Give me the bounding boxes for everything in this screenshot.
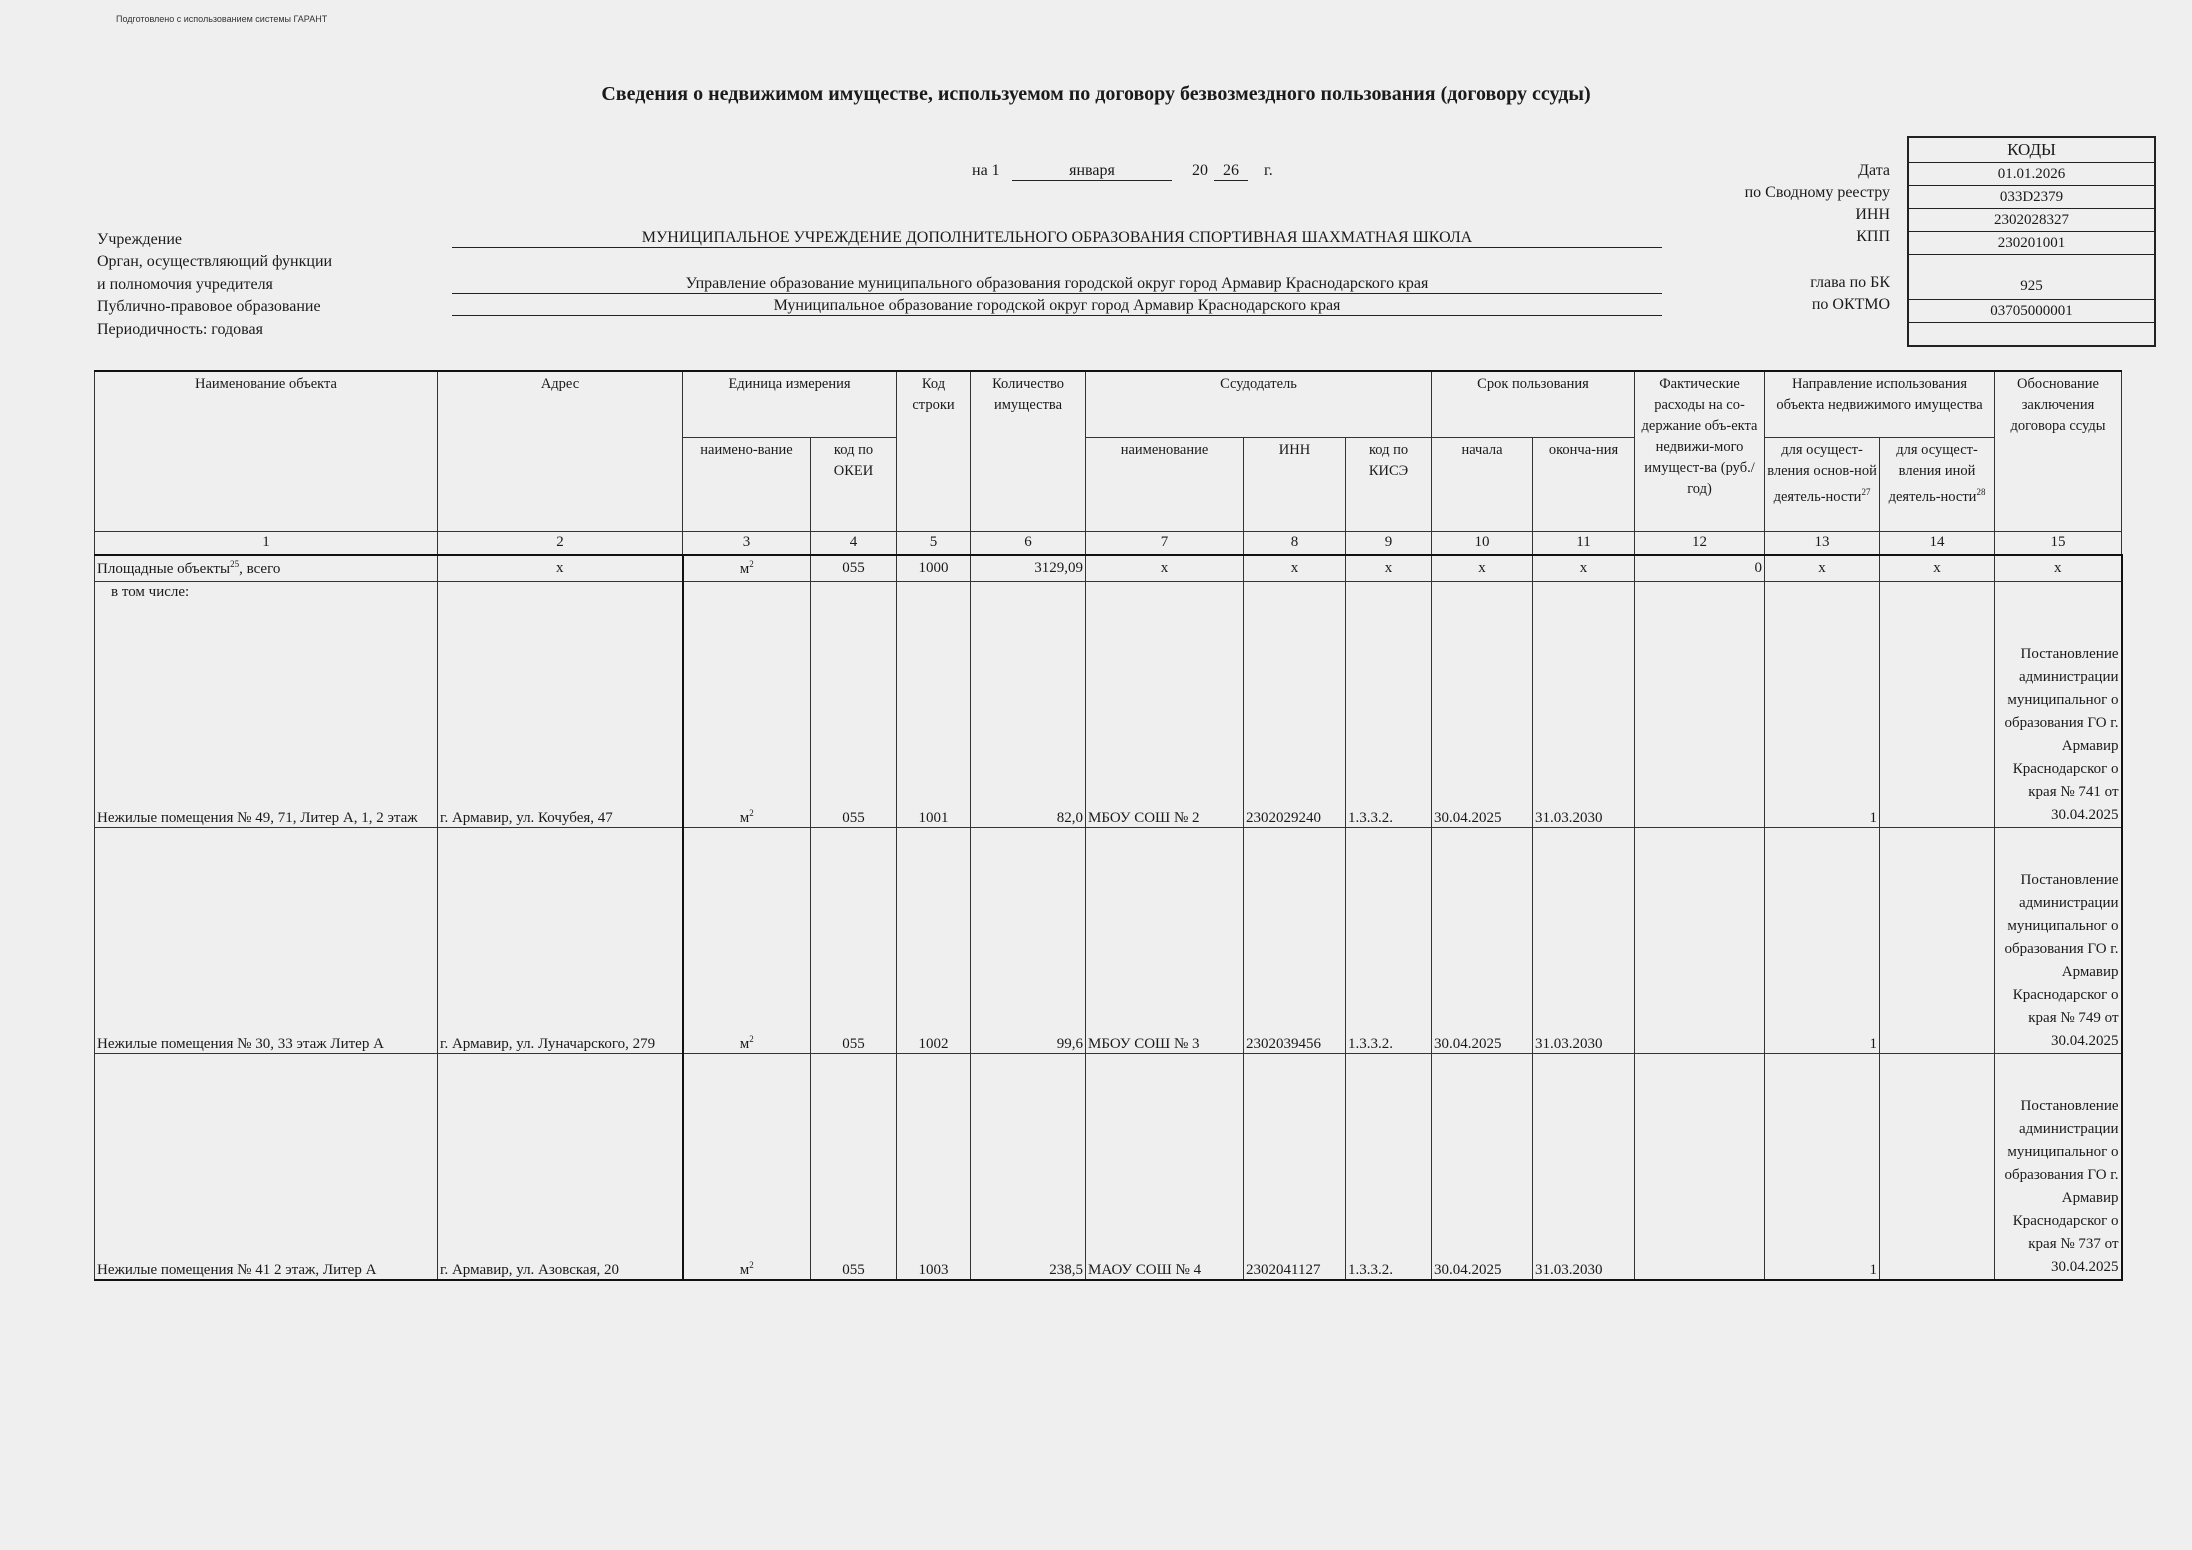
row-expenses [1635,1054,1765,1280]
row-lender: МАОУ СОШ № 4 [1086,1054,1244,1280]
total-start: х [1432,555,1533,582]
codes-bk-label: глава по БК [1810,274,1890,291]
row-other [1880,582,1995,828]
founder-label-2: и полномочия учредителя [97,276,273,293]
table-row [95,582,2122,828]
codes-oktmo-label: по ОКТМО [1811,296,1890,313]
row-end: 31.03.2030 [1533,1054,1635,1280]
total-basis: х [1995,555,2122,582]
header-basis: Обоснование заключения договора ссуды [1995,371,2122,531]
header-lender: Ссудодатель [1086,371,1432,437]
row-lender: МБОУ СОШ № 3 [1086,828,1244,1054]
row-unit: $м^2$ [683,1054,811,1280]
row-inn: 2302029240 [1244,582,1346,828]
total-name: Площадные объекты$^{25}$, всего [95,555,438,582]
codes-inn: 2302028327 [1909,209,2154,232]
row-qty: 99,6 [971,828,1086,1054]
row-okei: 055 [811,582,897,828]
date-prefix: на 1 [972,162,1000,179]
row-qty: 238,5 [971,1054,1086,1280]
codes-registry-label: по Сводному реестру [1744,184,1890,201]
header-direction: Направление использования объекта недвижимого имущества [1765,371,1995,437]
row-end: 31.03.2030 [1533,828,1635,1054]
row-kise: 1.3.3.2. [1346,1054,1432,1280]
col-num: 10 [1432,531,1533,555]
codes-bk: 925 [1909,255,2154,300]
total-row [95,555,2122,582]
founder-name: Управление образование муниципального образования городской округ город Армавир Краснодарского края [452,275,1662,294]
header-lender-name: наименование [1086,437,1244,531]
row-okei: 055 [811,828,897,1054]
total-inn: х [1244,555,1346,582]
institution-label: Учреждение [97,231,182,248]
total-address: х [438,555,683,582]
row-other [1880,828,1995,1054]
header-term-start: начала [1432,437,1533,531]
header-quantity: Количество имущества [971,371,1086,531]
col-num: 14 [1880,531,1995,555]
row-inn: 2302039456 [1244,828,1346,1054]
header-address: Адрес [438,371,683,531]
header-dir-other: для осущест-вления иной деятель-ности$^{28}$ [1880,437,1995,531]
row-okei: 055 [811,1054,897,1280]
date-year-prefix: 20 [1192,162,1208,179]
codes-kpp: 230201001 [1909,232,2154,255]
row-name: Нежилые помещения № 30, 33 этаж Литер А [95,828,438,1054]
total-okei: 055 [811,555,897,582]
codes-empty [1909,323,2154,345]
col-num: 12 [1635,531,1765,555]
total-main: х [1765,555,1880,582]
founder-label-1: Орган, осуществляющий функции [97,253,333,270]
col-num: 9 [1346,531,1432,555]
codes-box [1907,136,2156,347]
row-unit: $м^2$ [683,828,811,1054]
col-num: 15 [1995,531,2122,555]
table-row [95,828,2122,1054]
total-unit: $м^2$ [683,555,811,582]
row-address: г. Армавир, ул. Луначарского, 279 [438,828,683,1054]
page-title: Сведения о недвижимом имуществе, используемом по договору безвозмездного пользования (договору ссуды) [601,83,1591,105]
date-year: 26 [1214,162,1248,181]
header-name: Наименование объекта [95,371,438,531]
row-start: 30.04.2025 [1432,828,1533,1054]
col-num: 4 [811,531,897,555]
header-dir-main: для осущест-вления основ-ной деятель-ности$^{27}$ [1765,437,1880,531]
column-number-row [95,531,2122,555]
header-expenses: Фактические расходы на со-держание объ-екта недвижи-мого имущест-ва (руб./год) [1635,371,1765,531]
row-basis: Постановление администрации муниципальног о образования ГО г. Армавир Краснодарског о края № 741 от 30.04.2025 [1995,582,2122,828]
date-suffix: г. [1264,162,1273,179]
row-code: 1003 [897,1054,971,1280]
row-kise: 1.3.3.2. [1346,582,1432,828]
col-num: 3 [683,531,811,555]
codes-header: КОДЫ [1909,138,2154,163]
period-label: Периодичность: годовая [97,321,263,338]
header-term: Срок пользования [1432,371,1635,437]
header-lender-kise: код по КИСЭ [1346,437,1432,531]
row-basis: Постановление администрации муниципальног о образования ГО г. Армавир Краснодарског о края № 737 от 30.04.2025 [1995,1054,2122,1280]
col-num: 6 [971,531,1086,555]
total-code: 1000 [897,555,971,582]
row-name: в том числе: Нежилые помещения № 49, 71, Литер А, 1, 2 этаж [95,582,438,828]
row-start: 30.04.2025 [1432,582,1533,828]
col-num: 1 [95,531,438,555]
col-num: 7 [1086,531,1244,555]
row-main: 1 [1765,1054,1880,1280]
watermark: Подготовлено с использованием системы ГАРАНТ [116,14,328,24]
header-unit: Единица измерения [683,371,897,437]
row-address: г. Армавир, ул. Азовская, 20 [438,1054,683,1280]
row-unit: $м^2$ [683,582,811,828]
row-other [1880,1054,1995,1280]
row-lender: МБОУ СОШ № 2 [1086,582,1244,828]
total-end: х [1533,555,1635,582]
total-lender: х [1086,555,1244,582]
including-label: в том числе: [111,584,190,600]
codes-date-label: Дата [1858,162,1890,179]
row-end: 31.03.2030 [1533,582,1635,828]
row-code: 1001 [897,582,971,828]
col-num: 13 [1765,531,1880,555]
public-label: Публично-правовое образование [97,298,321,315]
institution-name: МУНИЦИПАЛЬНОЕ УЧРЕЖДЕНИЕ ДОПОЛНИТЕЛЬНОГО ОБРАЗОВАНИЯ СПОРТИВНАЯ ШАХМАТНАЯ ШКОЛА [452,229,1662,248]
codes-inn-label: ИНН [1855,206,1890,223]
table-row [95,1054,2122,1280]
header-unit-code: код по ОКЕИ [811,437,897,531]
codes-kpp-label: КПП [1856,228,1890,245]
property-table [94,370,2123,1281]
row-inn: 2302041127 [1244,1054,1346,1280]
header-term-end: оконча-ния [1533,437,1635,531]
row-basis: Постановление администрации муниципальног о образования ГО г. Армавир Краснодарског о края № 749 от 30.04.2025 [1995,828,2122,1054]
total-kise: х [1346,555,1432,582]
col-num: 2 [438,531,683,555]
col-num: 8 [1244,531,1346,555]
total-expenses: 0 [1635,555,1765,582]
row-name: Нежилые помещения № 41 2 этаж, Литер А [95,1054,438,1280]
total-qty: 3129,09 [971,555,1086,582]
total-other: х [1880,555,1995,582]
codes-registry: 033D2379 [1909,186,2154,209]
codes-date: 01.01.2026 [1909,163,2154,186]
public-name: Муниципальное образование городской округ город Армавир Краснодарского края [452,297,1662,316]
col-num: 11 [1533,531,1635,555]
row-main: 1 [1765,582,1880,828]
row-start: 30.04.2025 [1432,1054,1533,1280]
row-expenses [1635,828,1765,1054]
row-expenses [1635,582,1765,828]
col-num: 5 [897,531,971,555]
codes-oktmo: 03705000001 [1909,300,2154,323]
row-main: 1 [1765,828,1880,1054]
row-qty: 82,0 [971,582,1086,828]
row-address: г. Армавир, ул. Кочубея, 47 [438,582,683,828]
header-lender-inn: ИНН [1244,437,1346,531]
header-line-code: Код строки [897,371,971,531]
date-month: января [1012,162,1172,181]
row-code: 1002 [897,828,971,1054]
row-kise: 1.3.3.2. [1346,828,1432,1054]
header-unit-name: наимено-вание [683,437,811,531]
